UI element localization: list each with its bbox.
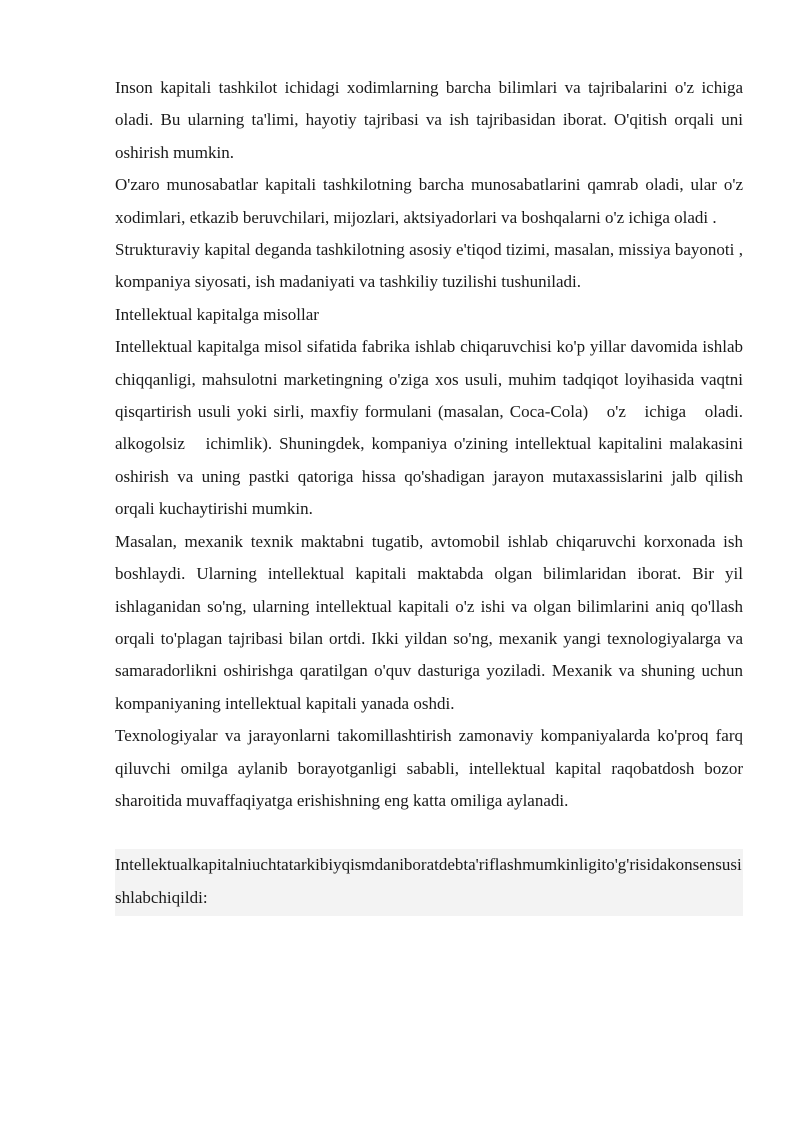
paragraph-spacer — [115, 817, 743, 849]
paragraph-relational-capital: O'zaro munosabatlar kapitali tashkilotning barcha munosabatlarini qamrab oladi, ular o'z xodimlari, etkazib beruvchilari, mijozlari, aktsiyadorlari va boshqalarni o'z ichiga oladi . — [115, 175, 743, 227]
paragraph-example-factory: Intellektual kapitalga misol sifatida fabrika ishlab chiqaruvchisi ko'p yillar davomida ishlab chiqqanligi, mahsulotni marketingning o'ziga xos usuli, muhim tadqiqot loyihasida vaqtni qisqartirish usuli yoki sirli, maxfiy formulani (masalan, Coca-Cola) o'z ichiga oladi. alkogolsiz ichimlik). Shuningdek, kompaniya o'zining intellektual kapitalini malakasini oshirish va uning pastki qatoriga hissa qo'shadigan jarayon mutaxassislarini jalb qilish orqali kuchaytirishi mumkin. — [115, 337, 748, 519]
highlighted-sentence: Intellektualkapitalniuchtatarkibiyqismdaniboratdebta'riflashmumkinligito'g'risidakonsensusishlabchiqildi: — [115, 849, 743, 916]
paragraph-technology: Texnologiyalar va jarayonlarni takomillashtirish zamonaviy kompaniyalarda ko'proq farq qiluvchi omilga aylanib borayotganligi sababli, intellektual kapital raqobatdosh bozor sharoitida muvaffaqiyatga erishishning eng katta omiliga aylanadi. — [115, 726, 743, 810]
paragraph-human-capital: Inson kapitali tashkilot ichidagi xodimlarning barcha bilimlari va tajribalarini o'z ichiga oladi. Bu ularning ta'limi, hayotiy tajribasi va ish tajribasidan iborat. O'qitish orqali uni oshirish mumkin. — [115, 78, 743, 162]
paragraph-example-mechanic: Masalan, mexanik texnik maktabni tugatib, avtomobil ishlab chiqaruvchi korxonada ish boshlaydi. Ularning intellektual kapitali maktabda olgan bilimlaridan iborat. Bir yil ishlaganidan so'ng, ularning intellektual kapitali o'z ishi va olgan bilimlarini aniq qo'llash orqali to'plagan tajribasi bilan ortdi. Ikki yildan so'ng, mexanik yangi texnologiyalarga va samaradorlikni oshirishga qaratilgan o'quv dasturiga yoziladi. Mexanik va shuning uchun kompaniyaning intellektual kapitali yanada oshdi. — [115, 531, 743, 713]
paragraph-structural-capital: Strukturaviy kapital deganda tashkilotning asosiy e'tiqod tizimi, masalan, missiya bayonoti , kompaniya siyosati, ish madaniyati va tashkiliy tuzilishi tushuniladi. — [115, 240, 743, 292]
document-page — [115, 72, 748, 916]
section-heading: Intellektual kapitalga misollar — [115, 304, 319, 324]
